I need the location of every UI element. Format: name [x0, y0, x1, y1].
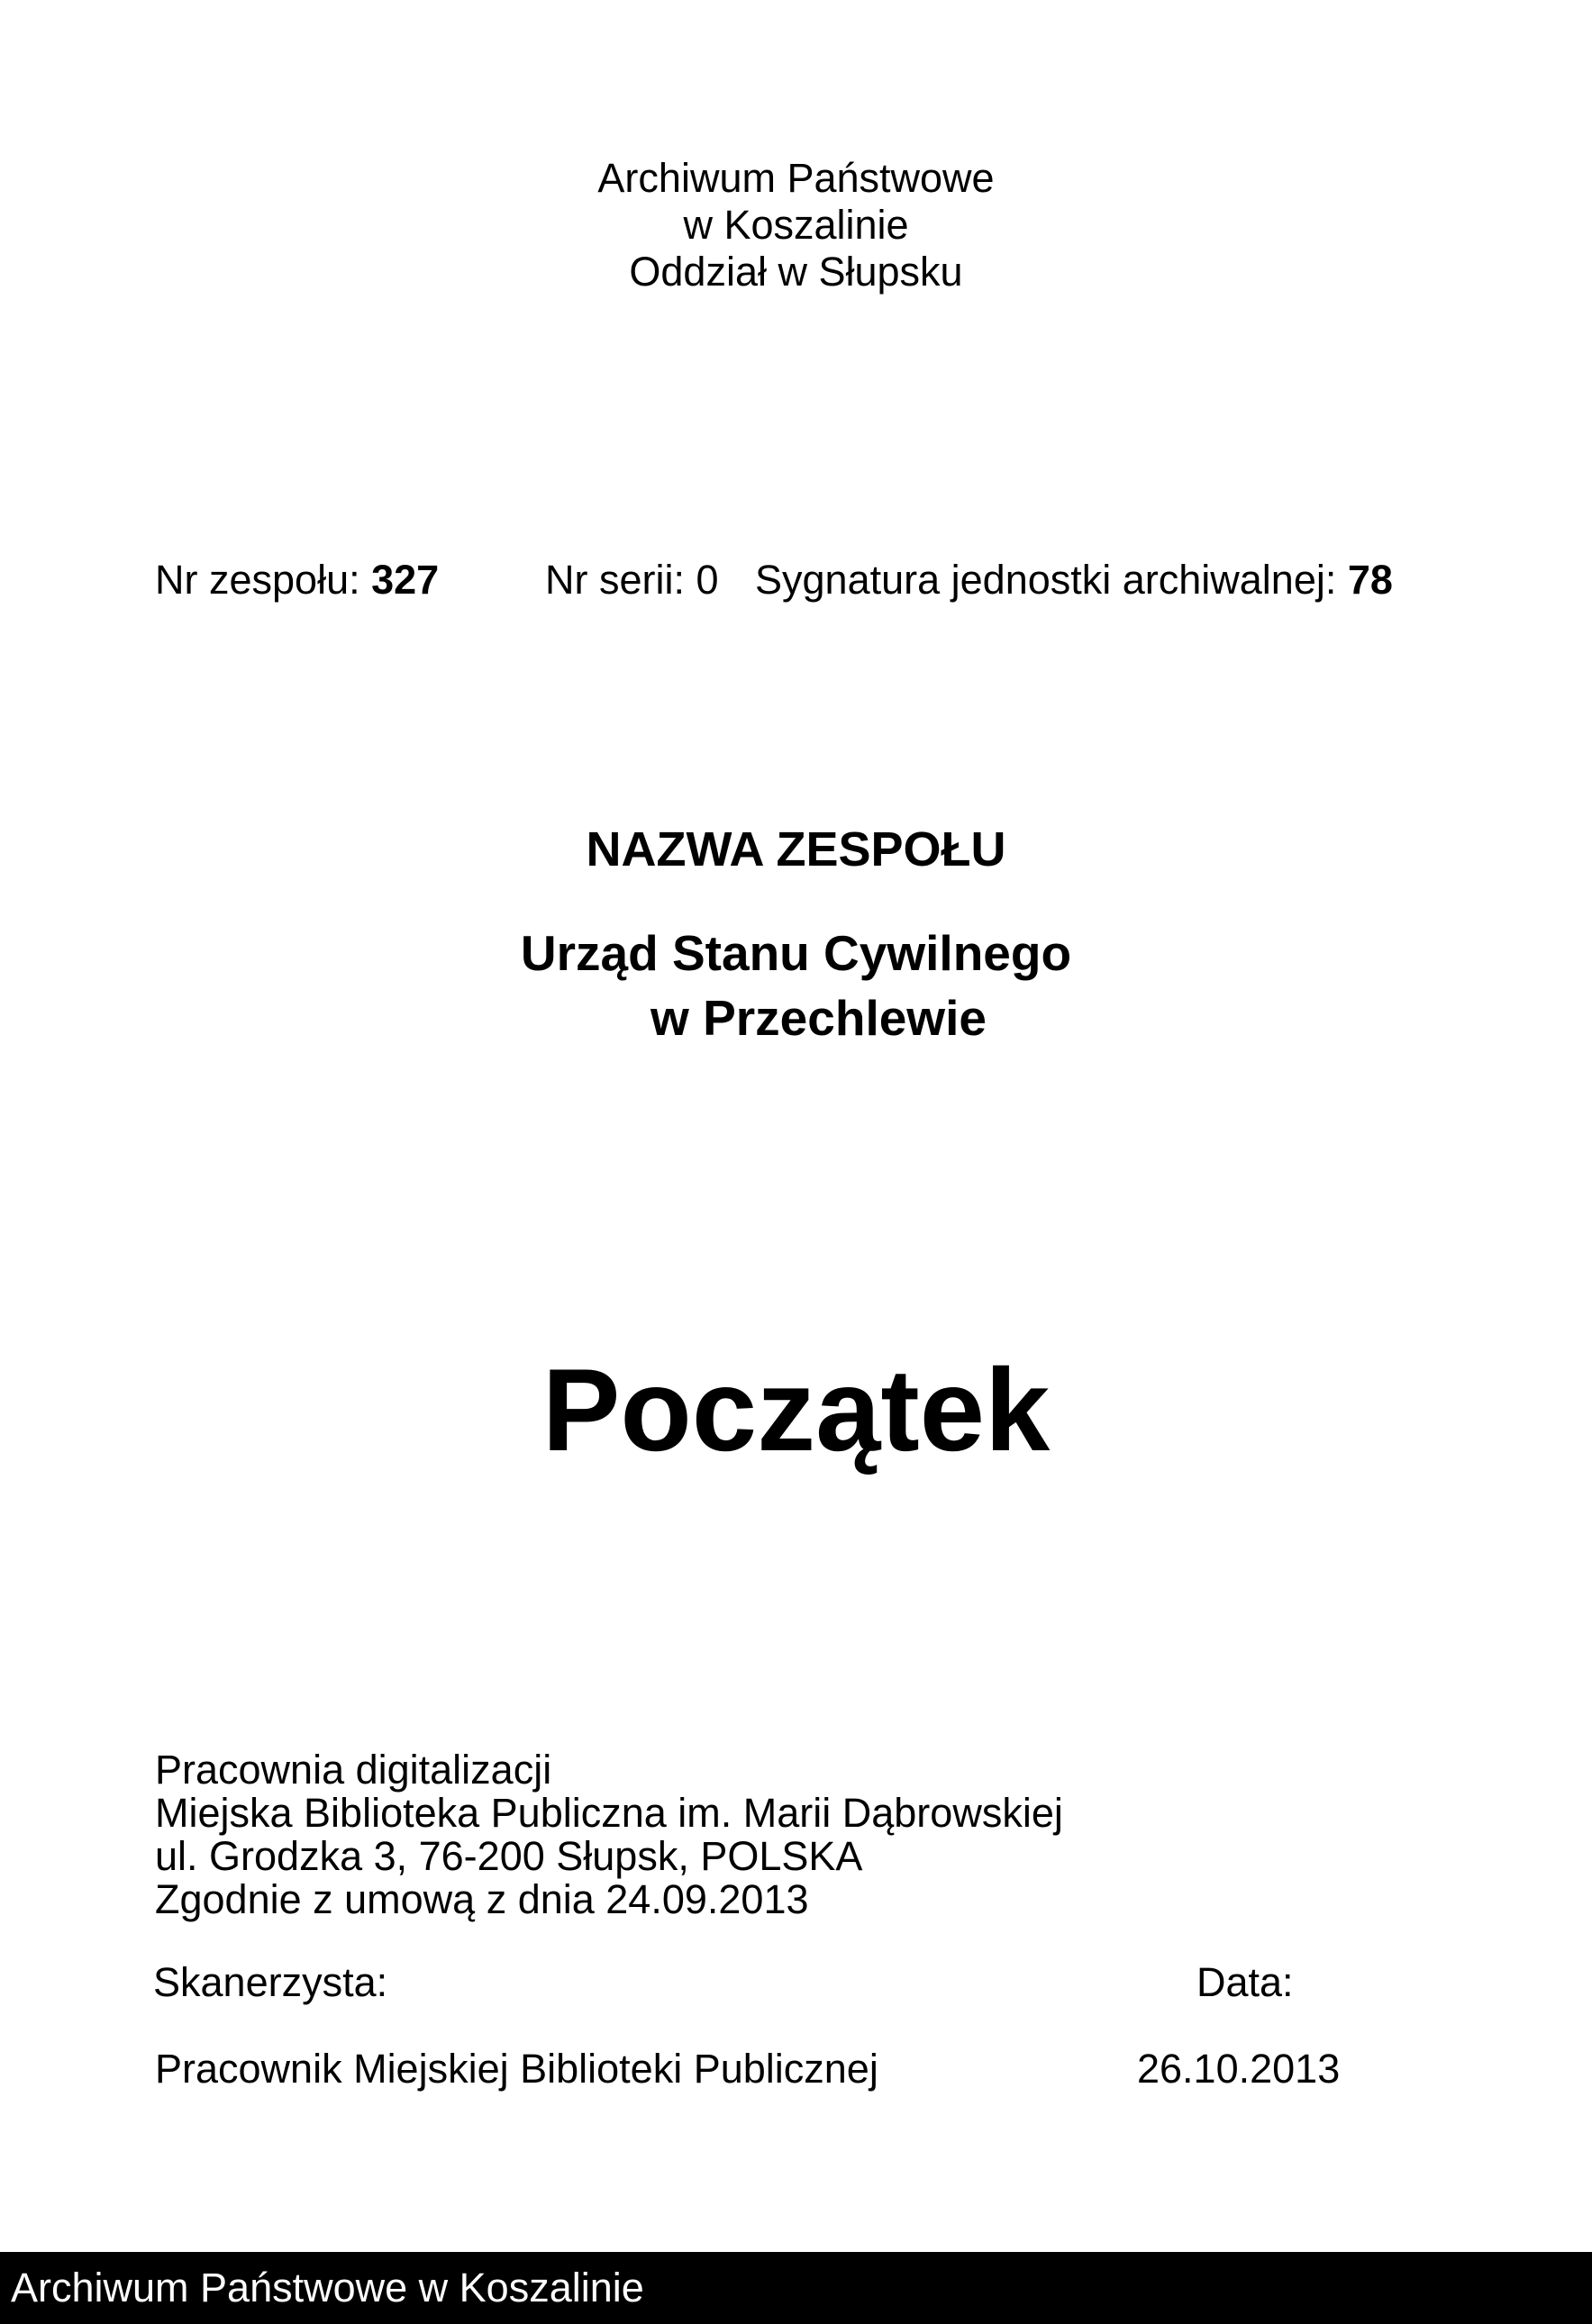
institution-city: w Koszalinie: [683, 202, 909, 248]
digitization-info-block: [155, 1748, 1063, 1921]
date-label: Data:: [1196, 1959, 1294, 2005]
scanner-label: Skanerzysta:: [153, 1959, 388, 2005]
series-number-value: 0: [696, 557, 719, 603]
viewer-caption-bar: [0, 2252, 1592, 2324]
fonds-name: [0, 921, 1592, 1050]
start-marker-title: Początek: [541, 1344, 1051, 1475]
fonds-number-label: Nr zespołu:: [155, 557, 360, 603]
fonds-number-value: 327: [371, 557, 440, 603]
institution-branch: Oddział w Słupsku: [629, 249, 963, 295]
digitization-address-line: ul. Grodzka 3, 76-200 Słupsk, POLSKA: [155, 1833, 863, 1879]
digitization-library-line: Miejska Biblioteka Publiczna im. Marii Dąbrowskiej: [155, 1790, 1063, 1836]
fonds-name-section-title: NAZWA ZESPOŁU: [586, 822, 1006, 876]
archival-unit-signature-label: Sygnatura jednostki archiwalnej:: [755, 557, 1337, 603]
fonds-name-line-1: Urząd Stanu Cywilnego: [520, 925, 1072, 981]
series-number-label: Nr serii:: [545, 557, 685, 603]
series-number-field: [545, 557, 719, 604]
digitization-workshop-line: Pracownia digitalizacji: [155, 1747, 552, 1793]
scanner-value: Pracownik Miejskiej Biblioteki Publicznej: [155, 2046, 878, 2092]
institution-header: [0, 155, 1592, 295]
date-value: 26.10.2013: [1137, 2046, 1341, 2092]
institution-name: Archiwum Państwowe: [597, 155, 995, 201]
digitization-contract-line: Zgodnie z umową z dnia 24.09.2013: [155, 1876, 809, 1922]
archival-unit-signature-value: 78: [1347, 557, 1393, 603]
viewer-caption-text: Archiwum Państwowe w Koszalinie: [11, 2265, 644, 2310]
archival-unit-signature-field: [755, 557, 1393, 604]
fonds-number-field: [155, 557, 439, 604]
fonds-name-line-2: w Przechlewie: [650, 990, 987, 1046]
